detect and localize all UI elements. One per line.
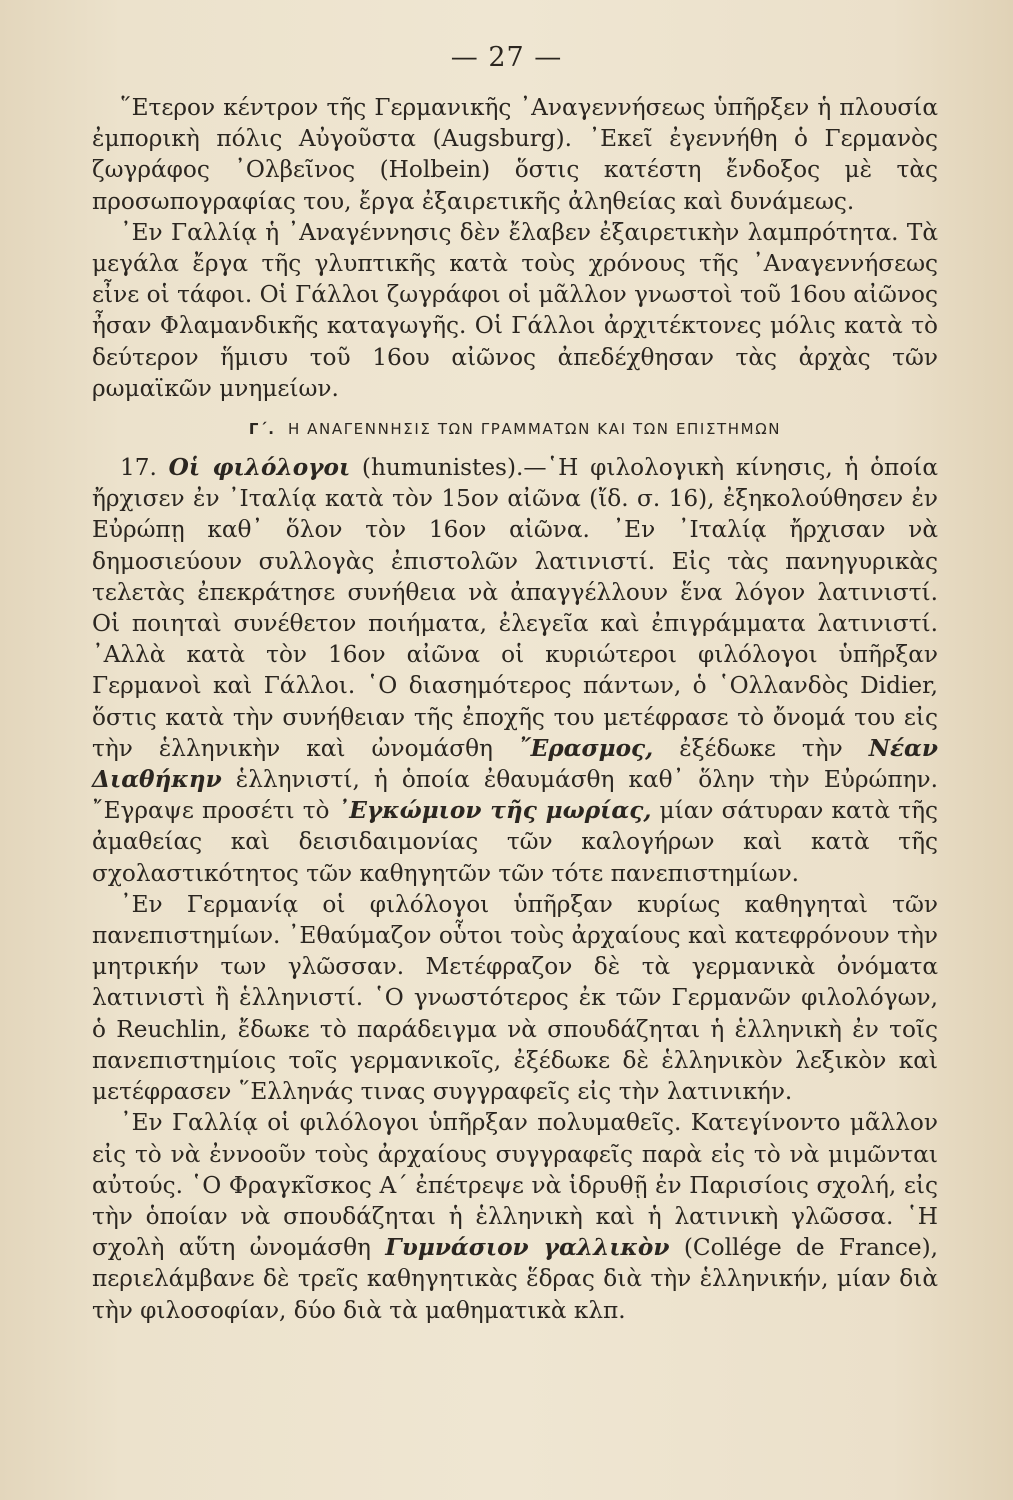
paragraph-augsburg: ῞Ετερον κέντρον τῆς Γερμανικῆς ᾿Αναγεννήσεως ὑπῆρξεν ἡ πλουσία ἐμπορικὴ πόλις Αὐγοῦστα (Augsburg). ᾿Εκεῖ ἐγεννήθη ὁ Γερμανὸς ζωγράφος ᾿Ολβεῖνος (Holbein) ὅστις κατέστη ἔνδοξος μὲ τὰς προσωπογραφίας του, ἔργα ἐξαιρετικῆς ἀληθείας καὶ δυνάμεως. — [92, 94, 938, 215]
section-heading — [92, 418, 938, 440]
emphasis-erasmus: ῎Ερασμος, — [518, 734, 654, 762]
text-run: ἐξέδωκε τὴν — [653, 734, 869, 762]
emphasis-praise-of-folly: ᾿Εγκώμιον τῆς μωρίας, — [337, 797, 652, 825]
paragraph-germany: ᾿Εν Γερμανίᾳ οἱ φιλόλογοι ὑπῆρξαν κυρίως καθηγηταὶ τῶν πανεπιστημίων. ᾿Εθαύμαζον οὗτοι τοὺς ἀρχαίους καὶ κατεφρόνουν τὴν μητρικήν των γλῶσσαν. Μετέφραζον δὲ τὰ γερμανικὰ ὀνόματα λατινιστὶ ἢ ἑλληνιστί. ῾Ο γνωστότερος ἐκ τῶν Γερμανῶν φιλολόγων, ὁ Reuchlin, ἔδωκε τὸ παράδειγμα νὰ σπουδάζηται ἡ ἑλληνικὴ ἐν τοῖς πανεπιστημίοις τοῖς γερμανικοῖς, ἐξέδωκε δὲ ἑλληνικὸν λεξικὸν καὶ μετέφρασεν ῞Ελληνάς τινας συγγραφεῖς εἰς τὴν λατινικήν. — [92, 890, 938, 1106]
paragraph-france-humanists — [92, 1107, 938, 1325]
text-run: (Collége de France), περιελάμβανε δὲ τρεῖς καθηγητικὰς ἕδρας διὰ τὴν ἑλληνικήν, μίαν διὰ τὴν φιλοσοφίαν, δύο διὰ τὰ μαθηματικὰ κλπ. — [92, 1234, 938, 1324]
text-run: (humunistes).—῾Η φιλολογικὴ κίνησις, ἡ ὁποία ἤρχισεν ἐν ᾿Ιταλίᾳ κατὰ τὸν 15ον αἰῶνα (ἴδ. σ. 16), ἐξηκολούθησεν ἐν Εὐρώπῃ καθ᾿ ὅλον τὸν 16ον αἰῶνα. ᾿Εν ᾿Ιταλίᾳ ἤρχισαν νὰ δημοσιεύουν συλλογὰς ἐπιστολῶν λατινιστί. Εἰς τὰς πανηγυρικὰς τελετὰς ἐπεκράτησε συνήθεια νὰ ἀπαγγέλλουν ἕνα λόγον λατινιστί. Οἱ ποιηταὶ συνέθετον ποιήματα, ἐλεγεῖα καὶ ἐπιγράμματα λατινιστί. ᾿Αλλὰ κατὰ τὸν 16ον αἰῶνα οἱ κυριώτεροι φιλόλογοι ὑπῆρξαν Γερμανοὶ καὶ Γάλλοι. ῾Ο διασημότερος πάντων, ὁ ῾Ολλανδὸς Didier, ὅστις κατὰ τὴν συνήθειαν τῆς ἐποχῆς του μετέφρασε τὸ ὄνομά του εἰς τὴν ἑλληνικὴν καὶ ὠνομάσθη — [92, 454, 939, 762]
emphasis-new-testament: Νέαν Διαθήκην — [92, 734, 938, 794]
section-number: Γ΄. — [248, 420, 276, 439]
page-number: — 27 — — [450, 42, 563, 73]
page-body — [92, 92, 938, 1326]
paragraph-17-humanists — [92, 452, 938, 889]
text-run: ᾿Εν Γαλλίᾳ οἱ φιλόλογοι ὑπῆρξαν πολυμαθεῖς. Κατεγίνοντο μᾶλλον εἰς τὸ νὰ ἐννοοῦν τοὺς ἀρχαίους συγγραφεῖς παρὰ εἰς τὸ νὰ μιμῶνται αὐτούς. ῾Ο Φραγκῖσκος Α΄ ἐπέτρεψε νὰ ἱδρυθῇ ἐν Παρισίοις σχολή, εἰς τὴν ὁποίαν νὰ σπουδάζηται ἡ ἑλληνικὴ καὶ ἡ λατινικὴ γλῶσσα. ῾Η σχολὴ αὕτη ὠνομάσθη — [92, 1109, 938, 1262]
text-run: ἑλληνιστί, ἡ ὁποία ἐθαυμάσθη καθ᾿ ὅλην τὴν Εὐρώπην. ῎Εγραψε προσέτι τὸ — [92, 766, 938, 825]
section-title: Η ΑΝΑΓΕΝΝΗΣΙΣ ΤΩΝ ΓΡΑΜΜΑΤΩΝ ΚΑΙ ΤΩΝ ΕΠΙΣΤΗΜΩΝ — [287, 420, 782, 439]
paragraph-france-art: ᾿Εν Γαλλίᾳ ἡ ᾿Αναγέννησις δὲν ἔλαβεν ἐξαιρετικὴν λαμπρότητα. Τὰ μεγάλα ἔργα τῆς γλυπτικῆς κατὰ τοὺς χρόνους τῆς ᾿Αναγεννήσεως εἶνε οἱ τάφοι. Οἱ Γάλλοι ζωγράφοι οἱ μᾶλλον γνωστοὶ τοῦ 16ου αἰῶνος ἦσαν Φλαμανδικῆς καταγωγῆς. Οἱ Γάλλοι ἀρχιτέκτονες μόλις κατὰ τὸ δεύτερον ἥμισυ τοῦ 16ου αἰῶνος ἀπεδέχθησαν τὰς ἀρχὰς τῶν ρωμαϊκῶν μνημείων. — [92, 218, 938, 402]
paragraph-title: Οἱ φιλόλογοι — [168, 454, 351, 482]
paragraph-number: 17. — [120, 454, 157, 482]
text-run: μίαν σάτυραν κατὰ τῆς ἀμαθείας καὶ δεισιδαιμονίας τῶν καλογήρων καὶ κατὰ τῆς σχολαστικότητος τῶν καθηγητῶν τῶν τότε πανεπιστημίων. — [92, 797, 939, 887]
emphasis-college-de-france: Γυμνάσιον γαλλικὸν — [385, 1234, 670, 1262]
